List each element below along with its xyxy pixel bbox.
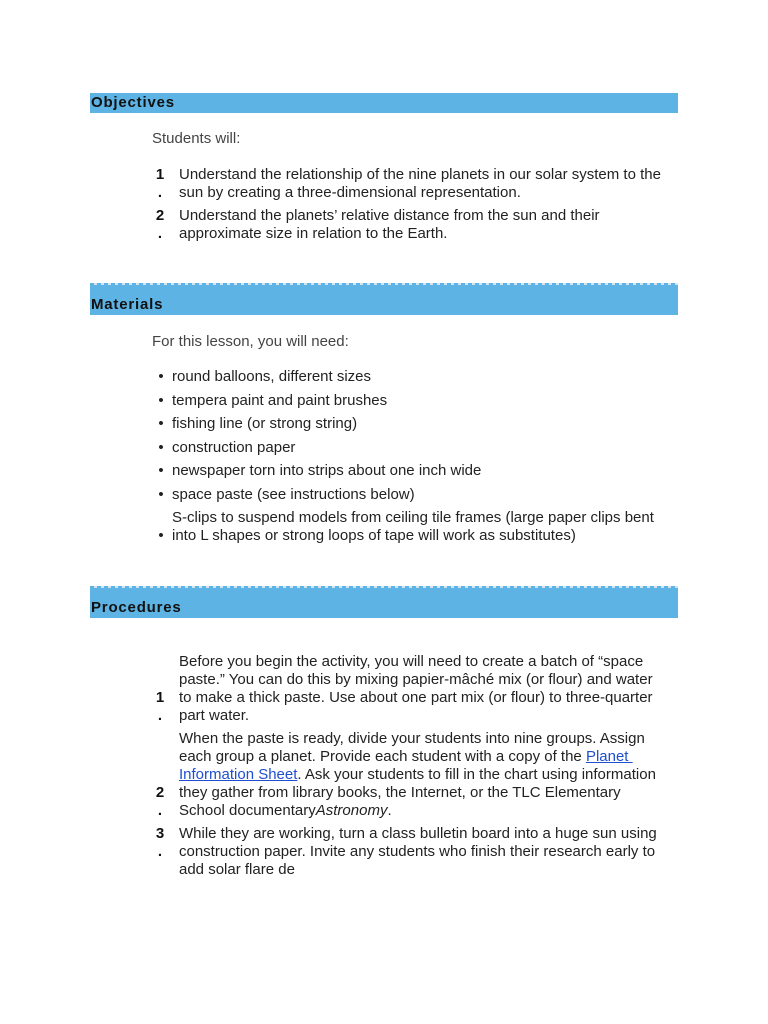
materials-list (152, 368, 654, 551)
text-line: space paste (see instructions below) (172, 485, 415, 503)
materials-intro: For this lesson, you will need: (152, 333, 349, 350)
item-text (179, 730, 656, 820)
objectives-list (152, 166, 661, 248)
number-dot: . (157, 707, 163, 724)
procedures-heading: Procedures (91, 599, 182, 616)
item-text (172, 486, 415, 504)
bullet-icon: • (158, 438, 164, 456)
text-line: Understand the relationship of the nine planets in our solar system to the (179, 166, 661, 183)
text-line (179, 748, 656, 766)
text-line: approximate size in relation to the Earth. (179, 225, 448, 242)
text-line: newspaper torn into strips about one inch wide (172, 462, 482, 479)
list-item (152, 166, 661, 202)
text-segment: each group a planet. Provide each student with a copy of the (179, 748, 586, 765)
text-line: add solar flare de (179, 861, 295, 878)
number-digit: 2 (155, 784, 165, 801)
text-line: Before you begin the activity, you will need to create a batch of “space (179, 653, 644, 670)
text-line: fishing line (or strong string) (172, 415, 358, 432)
text-segment: School documentary (179, 802, 316, 819)
text-line (179, 784, 656, 802)
text-line: paste.” You can do this by mixing papier-mâché mix (or flour) and water (179, 671, 653, 688)
text-line: sun by creating a three-dimensional representation. (179, 184, 521, 201)
item-number (152, 784, 168, 820)
procedures-heading-bar (90, 588, 678, 618)
text-line: tempera paint and paint brushes (172, 391, 388, 409)
list-item (152, 415, 654, 433)
number-dot: . (157, 843, 163, 860)
bullet-icon: • (158, 462, 164, 479)
planet-information-sheet-link[interactable]: Information Sheet (179, 766, 298, 783)
item-number (152, 166, 168, 202)
text-line (179, 730, 656, 748)
list-item (152, 653, 657, 725)
list-item (152, 825, 657, 879)
item-text (179, 207, 600, 243)
objectives-intro: Students will: (152, 130, 241, 147)
text-segment: . (387, 802, 392, 819)
item-text (179, 653, 653, 725)
list-item (152, 509, 654, 545)
objectives-heading-bar (90, 93, 678, 113)
list-item (152, 486, 654, 504)
bullet-icon: • (158, 527, 164, 544)
text-line: part water. (179, 707, 250, 724)
list-item (152, 207, 661, 243)
item-text (172, 368, 371, 386)
bullet-icon: • (158, 415, 164, 432)
list-item (152, 392, 654, 410)
list-item (152, 439, 654, 457)
text-line: S-clips to suspend models from ceiling tile frames (large paper clips bent (172, 509, 654, 526)
number-dot: . (157, 225, 163, 242)
item-text (172, 392, 387, 410)
text-line (179, 766, 656, 784)
list-item (152, 462, 654, 480)
text-line: Understand the planets’ relative distance from the sun and their (179, 207, 600, 224)
text-line: into L shapes or strong loops of tape will work as substitutes) (172, 527, 576, 544)
text-segment: . Ask your students to fill in the chart using information (297, 766, 656, 783)
bullet-icon: • (158, 485, 164, 503)
text-line: While they are working, turn a class bulletin board into a huge sun using (179, 825, 657, 842)
materials-heading: Materials (91, 296, 164, 313)
number-dot: . (157, 184, 163, 201)
item-text (172, 462, 481, 480)
procedures-list (152, 653, 657, 884)
item-text (179, 825, 657, 879)
item-text (172, 439, 295, 457)
planet-information-sheet-link[interactable]: Planet (585, 748, 633, 765)
item-number (152, 825, 168, 861)
item-text (179, 166, 661, 202)
number-dot: . (157, 802, 163, 819)
item-number (152, 689, 168, 725)
text-segment: When the paste is ready, divide your students into nine groups. Assign (179, 730, 645, 747)
list-item (152, 730, 657, 820)
text-line: round balloons, different sizes (172, 368, 372, 385)
item-text (172, 509, 654, 545)
number-digit: 1 (155, 166, 165, 183)
text-line: construction paper (172, 438, 296, 456)
number-digit: 1 (155, 689, 165, 706)
text-segment: they gather from library books, the Internet, or the TLC Elementary (179, 784, 621, 801)
list-item (152, 368, 654, 386)
bullet-icon: • (158, 391, 164, 409)
text-line: construction paper. Invite any students who finish their research early to (179, 843, 656, 860)
bullet-icon: • (158, 368, 164, 385)
text-line (179, 802, 656, 820)
text-line: to make a thick paste. Use about one part mix (or flour) to three-quarter (179, 689, 653, 706)
documentary-title: Astronomy (315, 802, 388, 819)
materials-heading-bar (90, 285, 678, 315)
number-digit: 3 (155, 825, 165, 842)
item-number (152, 207, 168, 243)
item-text (172, 415, 357, 433)
objectives-heading: Objectives (91, 94, 175, 111)
number-digit: 2 (155, 207, 165, 224)
